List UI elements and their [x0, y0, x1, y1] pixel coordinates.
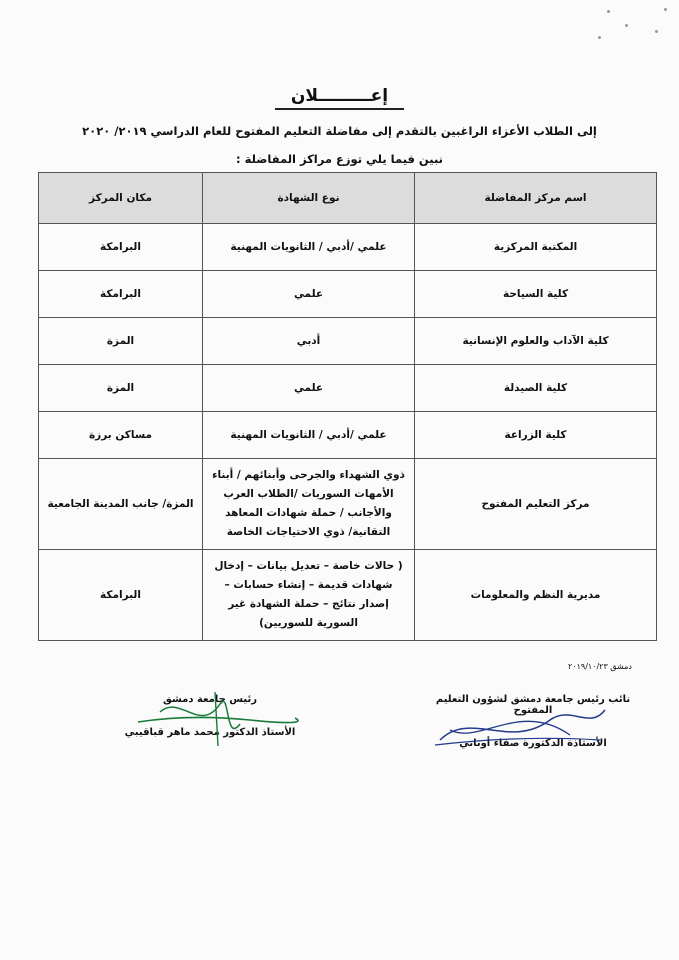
- centers-table: [38, 172, 657, 641]
- signature-right-name: الأستاذة الدكتورة صفاء أوتاني: [459, 738, 607, 749]
- cell-center-name: كلية الزراعة: [415, 412, 657, 459]
- cell-location: البرامكة: [39, 224, 203, 271]
- sub-line: نبين فيما يلي توزع مراكز المفاضلة :: [236, 152, 443, 166]
- cell-certificate: ( حالات خاصة – تعديل بيانات – إدخال شهادات قديمة – إنشاء حسابات – إصدار نتائج – حملة الشهادة غير السورية للسوريين): [203, 550, 415, 641]
- table-row: [39, 224, 657, 271]
- scan-speck: [598, 36, 601, 39]
- cell-location: المزة: [39, 318, 203, 365]
- scan-speck: [655, 30, 658, 33]
- intro-line: إلى الطلاب الأعزاء الراغبين بالتقدم إلى مفاضلة التعليم المفتوح للعام الدراسي ٢٠١٩/ ٢٠٢٠: [82, 124, 597, 138]
- cell-certificate: ذوي الشهداء والجرحى وأبنائهم / أبناء الأمهات السوريات /الطلاب العرب والأجانب / حملة شهادات المعاهد التقانية/ ذوي الاحتياجات الخاصة: [203, 459, 415, 550]
- scan-speck: [664, 8, 667, 11]
- scan-speck: [607, 10, 610, 13]
- cell-center-name: مديرية النظم والمعلومات: [415, 550, 657, 641]
- signature-left-scribble: [130, 684, 300, 754]
- cell-location: البرامكة: [39, 550, 203, 641]
- signature-right-scribble: [430, 690, 610, 760]
- table-row: [39, 271, 657, 318]
- cell-center-name: كلية الآداب والعلوم الإنسانية: [415, 318, 657, 365]
- cell-location: المزة: [39, 365, 203, 412]
- cell-location: البرامكة: [39, 271, 203, 318]
- cell-certificate: أدبي: [203, 318, 415, 365]
- scan-speck: [625, 24, 628, 27]
- table-row: [39, 550, 657, 641]
- signature-left-role: رئيس جامعة دمشق: [162, 694, 258, 705]
- signature-left-name: الأستاذ الدكتور محمد ماهر قباقيبي: [124, 727, 296, 738]
- table-row: [39, 459, 657, 550]
- cell-certificate: علمي: [203, 271, 415, 318]
- table-row: [39, 318, 657, 365]
- announcement-title-text: إعـــــــــلان: [275, 86, 404, 110]
- cell-center-name: المكتبة المركزية: [415, 224, 657, 271]
- header-center-name: اسم مركز المفاضلة: [415, 173, 657, 224]
- table-header-row: [39, 173, 657, 224]
- signature-right-role: نائب رئيس جامعة دمشق لشؤون التعليم المفتوح: [435, 694, 631, 716]
- document-date: دمشق ٢٠١٩/١٠/٢٣: [568, 662, 632, 671]
- header-location: مكان المركز: [39, 173, 203, 224]
- table-row: [39, 365, 657, 412]
- header-certificate: نوع الشهادة: [203, 173, 415, 224]
- cell-location: المزة/ جانب المدينة الجامعية: [39, 459, 203, 550]
- table-row: [39, 412, 657, 459]
- cell-center-name: كلية الصيدلة: [415, 365, 657, 412]
- cell-certificate: علمي: [203, 365, 415, 412]
- announcement-title: [0, 86, 679, 106]
- cell-center-name: كلية السياحة: [415, 271, 657, 318]
- cell-certificate: علمي /أدبي / الثانويات المهنية: [203, 412, 415, 459]
- cell-location: مساكن برزة: [39, 412, 203, 459]
- cell-certificate: علمي /أدبي / الثانويات المهنية: [203, 224, 415, 271]
- cell-center-name: مركز التعليم المفتوح: [415, 459, 657, 550]
